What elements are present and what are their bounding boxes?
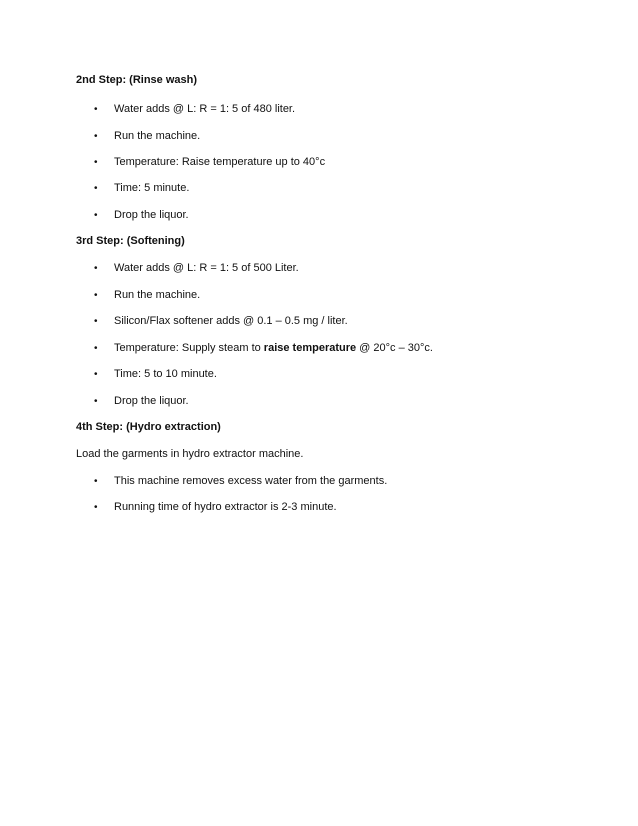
list-item-text-post: @ 20°c – 30°c. [356, 342, 433, 354]
list-item-text: This machine removes excess water from the garments. [114, 475, 388, 487]
list-item-text: Temperature: Raise temperature up to 40°c [114, 156, 326, 168]
list-item [94, 156, 325, 168]
list-item-text: Time: 5 minute. [114, 182, 190, 194]
list-item [94, 130, 200, 142]
list-item-text-bold: raise temperature [263, 342, 357, 354]
section-heading-rinse-wash: 2nd Step: (Rinse wash) [76, 74, 198, 86]
list-item [94, 475, 387, 487]
list-item-text: Run the machine. [114, 130, 201, 142]
list-item-text: Silicon/Flax softener adds @ 0.1 – 0.5 mg / liter. [114, 315, 348, 327]
bullet-icon: • [94, 210, 98, 221]
list-item [94, 103, 295, 115]
list-item [94, 342, 433, 354]
list-item-text: Time: 5 to 10 minute. [114, 368, 217, 380]
list-item [94, 182, 189, 194]
bullet-icon: • [94, 183, 98, 194]
list-item [94, 262, 299, 274]
bullet-icon: • [94, 263, 98, 274]
bullet-icon: • [94, 131, 98, 142]
list-item-text: Drop the liquor. [114, 209, 189, 221]
bullet-icon: • [94, 502, 98, 513]
section-heading-softening: 3rd Step: (Softening) [76, 235, 185, 247]
list-item [94, 501, 337, 513]
list-item [94, 289, 200, 301]
section-heading-hydro-extraction: 4th Step: (Hydro extraction) [76, 421, 221, 433]
list-item [94, 395, 189, 407]
bullet-icon: • [94, 157, 98, 168]
list-item-text: Drop the liquor. [114, 395, 189, 407]
list-item [94, 315, 348, 327]
list-item-text: Water adds @ L: R = 1: 5 of 500 Liter. [114, 262, 299, 274]
bullet-icon: • [94, 316, 98, 327]
bullet-icon: • [94, 396, 98, 407]
list-item-text [114, 342, 433, 354]
list-item-text: Water adds @ L: R = 1: 5 of 480 liter. [114, 103, 296, 115]
list-item-text-pre: Temperature: Supply steam to [114, 342, 264, 354]
list-item [94, 209, 189, 221]
list-item-text: Running time of hydro extractor is 2-3 minute. [114, 501, 337, 513]
section-intro-text: Load the garments in hydro extractor machine. [76, 448, 304, 460]
bullet-icon: • [94, 476, 98, 487]
bullet-icon: • [94, 290, 98, 301]
bullet-icon: • [94, 369, 98, 380]
list-item [94, 368, 217, 380]
bullet-icon: • [94, 343, 98, 354]
bullet-icon: • [94, 104, 98, 115]
list-item-text: Run the machine. [114, 289, 201, 301]
